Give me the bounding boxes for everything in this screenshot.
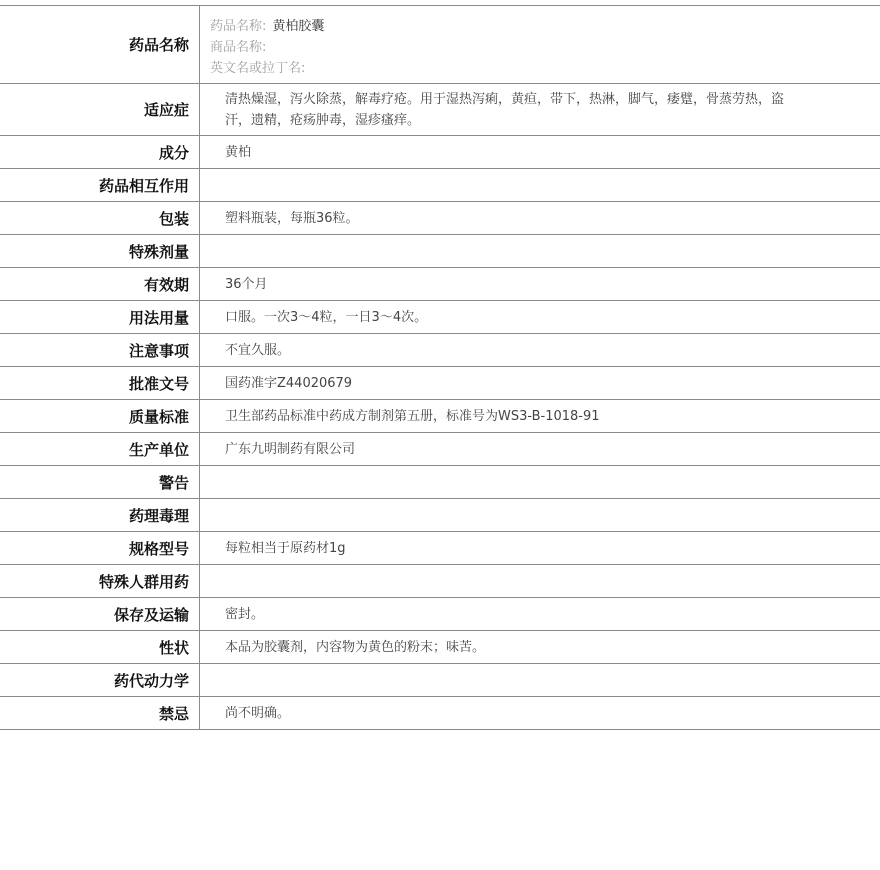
row-value: 清热燥湿，泻火除蒸，解毒疗疮。用于湿热泻痢，黄疸，带下，热淋，脚气，痿躄，骨蒸劳热，盗汗，遗精，疮疡肿毒，湿疹瘙痒。 bbox=[225, 92, 785, 128]
row-value: 密封。 bbox=[225, 606, 265, 622]
drug-info-table bbox=[0, 5, 880, 730]
trade-name-line bbox=[210, 37, 880, 58]
row-label: 药品名称 bbox=[0, 6, 200, 83]
row-label: 药代动力学 bbox=[0, 664, 200, 696]
row-label: 药理毒理 bbox=[0, 499, 200, 531]
row-value bbox=[200, 565, 880, 597]
row-label: 注意事项 bbox=[0, 334, 200, 366]
row-label: 用法用量 bbox=[0, 301, 200, 333]
row-label: 生产单位 bbox=[0, 433, 200, 465]
row-toxicology bbox=[0, 499, 880, 532]
row-label: 特殊剂量 bbox=[0, 235, 200, 267]
row-value: 黄柏 bbox=[225, 144, 252, 160]
row-label: 质量标准 bbox=[0, 400, 200, 432]
row-drug-name bbox=[0, 6, 880, 84]
row-warning bbox=[0, 466, 880, 499]
row-value: 不宜久服。 bbox=[225, 342, 291, 358]
row-value: 36个月 bbox=[225, 276, 268, 292]
row-value: 塑料瓶装，每瓶36粒。 bbox=[225, 210, 359, 226]
row-label: 特殊人群用药 bbox=[0, 565, 200, 597]
row-label: 禁忌 bbox=[0, 697, 200, 729]
rows-container bbox=[0, 84, 880, 730]
row-quality-standard bbox=[0, 400, 880, 433]
row-special-population bbox=[0, 565, 880, 598]
row-label: 规格型号 bbox=[0, 532, 200, 564]
row-value: 每粒相当于原药材1g bbox=[225, 540, 346, 556]
generic-name-value: 黄柏胶囊 bbox=[272, 19, 325, 34]
row-indications bbox=[0, 84, 880, 136]
row-value: 国药准字Z44020679 bbox=[225, 375, 353, 391]
row-special-dosage bbox=[0, 235, 880, 268]
row-value: 广东九明制药有限公司 bbox=[225, 441, 356, 457]
row-value bbox=[200, 235, 880, 267]
row-specification bbox=[0, 532, 880, 565]
generic-name-line bbox=[210, 16, 880, 37]
row-label: 警告 bbox=[0, 466, 200, 498]
row-value bbox=[200, 466, 880, 498]
row-label: 批准文号 bbox=[0, 367, 200, 399]
row-usage bbox=[0, 301, 880, 334]
row-value: 口服。一次3～4粒，一日3～4次。 bbox=[225, 309, 428, 325]
trade-name-caption: 商品名称: bbox=[210, 40, 267, 55]
row-value: 卫生部药品标准中药成方制剂第五册，标准号为WS3-B-1018-91 bbox=[225, 408, 600, 424]
row-interactions bbox=[0, 169, 880, 202]
generic-name-caption: 药品名称: bbox=[210, 19, 267, 34]
row-description bbox=[0, 631, 880, 664]
row-label: 成分 bbox=[0, 136, 200, 168]
row-value: 本品为胶囊剂，内容物为黄色的粉末；味苦。 bbox=[225, 639, 486, 655]
latin-name-caption: 英文名或拉丁名: bbox=[210, 61, 306, 76]
row-storage bbox=[0, 598, 880, 631]
row-value bbox=[200, 664, 880, 696]
drug-name-block bbox=[200, 6, 880, 83]
row-shelf-life bbox=[0, 268, 880, 301]
latin-name-line bbox=[210, 58, 880, 79]
row-label: 包装 bbox=[0, 202, 200, 234]
row-manufacturer bbox=[0, 433, 880, 466]
row-value bbox=[200, 499, 880, 531]
row-ingredients bbox=[0, 136, 880, 169]
row-value: 尚不明确。 bbox=[225, 705, 291, 721]
row-label: 药品相互作用 bbox=[0, 169, 200, 201]
row-label: 性状 bbox=[0, 631, 200, 663]
row-approval-number bbox=[0, 367, 880, 400]
row-pharmacokinetics bbox=[0, 664, 880, 697]
row-label: 适应症 bbox=[0, 84, 200, 135]
row-contraindications bbox=[0, 697, 880, 730]
row-label: 有效期 bbox=[0, 268, 200, 300]
row-packaging bbox=[0, 202, 880, 235]
row-value bbox=[200, 169, 880, 201]
row-precautions bbox=[0, 334, 880, 367]
row-label: 保存及运输 bbox=[0, 598, 200, 630]
